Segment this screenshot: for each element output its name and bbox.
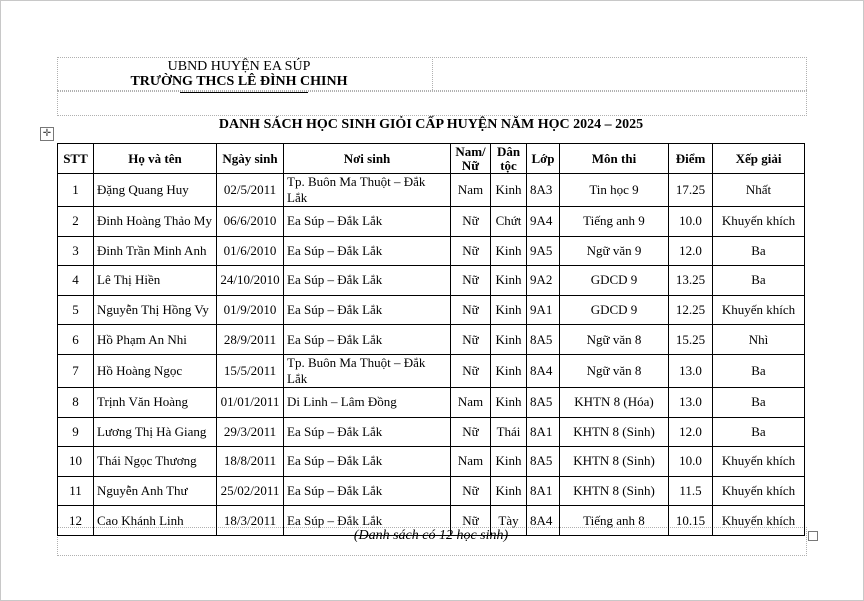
cell-subject: GDCD 9 xyxy=(560,295,669,325)
spacer-row-border xyxy=(57,90,807,116)
cell-score: 10.15 xyxy=(669,506,713,536)
col-header-name: Họ và tên xyxy=(94,144,217,174)
cell-ethnicity: Kinh xyxy=(491,295,527,325)
cell-subject: Ngữ văn 8 xyxy=(560,354,669,387)
cell-subject: Tiếng anh 9 xyxy=(560,207,669,237)
cell-rank: Khuyến khích xyxy=(713,295,805,325)
cell-rank: Ba xyxy=(713,387,805,417)
cell-score: 10.0 xyxy=(669,207,713,237)
cell-birthplace: Tp. Buôn Ma Thuột – Đắk Lắk xyxy=(284,354,451,387)
student-table xyxy=(57,143,805,536)
footer-note: (Danh sách có 12 học sinh) xyxy=(353,528,509,543)
cell-dob: 29/3/2011 xyxy=(217,417,284,447)
cell-dob: 15/5/2011 xyxy=(217,354,284,387)
cell-rank: Ba xyxy=(713,236,805,266)
org-name: UBND HUYỆN EA SÚP xyxy=(167,59,311,74)
cell-birthplace: Ea Súp – Đắk Lắk xyxy=(284,325,451,355)
cell-dob: 24/10/2010 xyxy=(217,266,284,296)
cell-ethnicity: Kinh xyxy=(491,266,527,296)
cell-gender: Nam xyxy=(451,387,491,417)
cell-stt: 12 xyxy=(58,506,94,536)
cell-rank: Nhì xyxy=(713,325,805,355)
cell-subject: KHTN 8 (Hóa) xyxy=(560,387,669,417)
cell-stt: 3 xyxy=(58,236,94,266)
table-row xyxy=(58,354,805,387)
cell-subject: Ngữ văn 8 xyxy=(560,325,669,355)
cell-class: 9A5 xyxy=(527,236,560,266)
cell-class: 8A4 xyxy=(527,354,560,387)
cell-ethnicity: Thái xyxy=(491,417,527,447)
cell-birthplace: Ea Súp – Đắk Lắk xyxy=(284,417,451,447)
cell-rank: Ba xyxy=(713,266,805,296)
cell-name: Hồ Phạm An Nhi xyxy=(94,325,217,355)
cell-dob: 01/01/2011 xyxy=(217,387,284,417)
cell-gender: Nữ xyxy=(451,506,491,536)
cell-rank: Nhất xyxy=(713,174,805,207)
cell-stt: 6 xyxy=(58,325,94,355)
cell-dob: 01/9/2010 xyxy=(217,295,284,325)
cell-name: Cao Khánh Linh xyxy=(94,506,217,536)
cell-rank: Ba xyxy=(713,354,805,387)
cell-class: 8A5 xyxy=(527,325,560,355)
table-row xyxy=(58,417,805,447)
col-header-stt: STT xyxy=(58,144,94,174)
col-header-rank: Xếp giải xyxy=(713,144,805,174)
cell-name: Lương Thị Hà Giang xyxy=(94,417,217,447)
cell-name: Đinh Trần Minh Anh xyxy=(94,236,217,266)
cell-class: 9A4 xyxy=(527,207,560,237)
header-divider xyxy=(432,57,433,90)
cell-name: Nguyễn Thị Hồng Vy xyxy=(94,295,217,325)
cell-birthplace: Tp. Buôn Ma Thuột – Đắk Lắk xyxy=(284,174,451,207)
cell-ethnicity: Kinh xyxy=(491,387,527,417)
col-header-birthplace: Nơi sinh xyxy=(284,144,451,174)
table-body xyxy=(58,174,805,536)
cell-class: 8A1 xyxy=(527,417,560,447)
cell-stt: 2 xyxy=(58,207,94,237)
table-row xyxy=(58,447,805,477)
cell-ethnicity: Kinh xyxy=(491,447,527,477)
col-header-ethnicity: Dân tộc xyxy=(491,144,527,174)
table-row xyxy=(58,295,805,325)
cell-gender: Nữ xyxy=(451,476,491,506)
cell-score: 12.0 xyxy=(669,236,713,266)
cell-birthplace: Ea Súp – Đắk Lắk xyxy=(284,207,451,237)
cell-stt: 8 xyxy=(58,387,94,417)
cell-birthplace: Ea Súp – Đắk Lắk xyxy=(284,506,451,536)
cell-ethnicity: Kinh xyxy=(491,325,527,355)
cell-ethnicity: Kinh xyxy=(491,174,527,207)
cell-rank: Ba xyxy=(713,417,805,447)
table-row xyxy=(58,207,805,237)
cell-ethnicity: Kinh xyxy=(491,354,527,387)
cell-score: 12.0 xyxy=(669,417,713,447)
col-header-score: Điểm xyxy=(669,144,713,174)
cell-name: Trịnh Văn Hoàng xyxy=(94,387,217,417)
cell-class: 9A2 xyxy=(527,266,560,296)
cell-class: 8A1 xyxy=(527,476,560,506)
cell-stt: 11 xyxy=(58,476,94,506)
cell-birthplace: Ea Súp – Đắk Lắk xyxy=(284,236,451,266)
cell-subject: Tiếng anh 8 xyxy=(560,506,669,536)
cell-birthplace: Di Linh – Lâm Đồng xyxy=(284,387,451,417)
table-row xyxy=(58,236,805,266)
cell-gender: Nam xyxy=(451,447,491,477)
cell-dob: 01/6/2010 xyxy=(217,236,284,266)
cell-class: 8A5 xyxy=(527,447,560,477)
cell-rank: Khuyến khích xyxy=(713,447,805,477)
move-arrows-icon[interactable]: ✛ xyxy=(40,127,54,141)
cell-ethnicity: Kinh xyxy=(491,476,527,506)
col-header-class: Lớp xyxy=(527,144,560,174)
cell-name: Lê Thị Hiền xyxy=(94,266,217,296)
table-row xyxy=(58,325,805,355)
resize-handle-icon[interactable] xyxy=(808,531,818,541)
cell-subject: KHTN 8 (Sinh) xyxy=(560,417,669,447)
cell-subject: Tin học 9 xyxy=(560,174,669,207)
cell-gender: Nữ xyxy=(451,325,491,355)
cell-class: 9A1 xyxy=(527,295,560,325)
cell-ethnicity: Chứt xyxy=(491,207,527,237)
cell-score: 13.0 xyxy=(669,354,713,387)
cell-dob: 18/3/2011 xyxy=(217,506,284,536)
cell-gender: Nữ xyxy=(451,207,491,237)
cell-gender: Nữ xyxy=(451,266,491,296)
col-header-gender: Nam/ Nữ xyxy=(451,144,491,174)
cell-stt: 9 xyxy=(58,417,94,447)
cell-name: Nguyễn Anh Thư xyxy=(94,476,217,506)
cell-score: 13.25 xyxy=(669,266,713,296)
cell-score: 11.5 xyxy=(669,476,713,506)
cell-score: 13.0 xyxy=(669,387,713,417)
cell-birthplace: Ea Súp – Đắk Lắk xyxy=(284,447,451,477)
cell-gender: Nữ xyxy=(451,417,491,447)
cell-subject: GDCD 9 xyxy=(560,266,669,296)
cell-gender: Nữ xyxy=(451,236,491,266)
cell-stt: 1 xyxy=(58,174,94,207)
cell-gender: Nam xyxy=(451,174,491,207)
cell-score: 17.25 xyxy=(669,174,713,207)
table-row xyxy=(58,387,805,417)
table-row xyxy=(58,174,805,207)
cell-stt: 10 xyxy=(58,447,94,477)
cell-dob: 18/8/2011 xyxy=(217,447,284,477)
cell-birthplace: Ea Súp – Đắk Lắk xyxy=(284,266,451,296)
cell-dob: 25/02/2011 xyxy=(217,476,284,506)
cell-dob: 28/9/2011 xyxy=(217,325,284,355)
cell-rank: Khuyến khích xyxy=(713,506,805,536)
page-title: DANH SÁCH HỌC SINH GIỎI CẤP HUYỆN NĂM HỌC 2024 – 2025 xyxy=(218,117,644,132)
cell-name: Đặng Quang Huy xyxy=(94,174,217,207)
cell-stt: 7 xyxy=(58,354,94,387)
school-header xyxy=(58,58,432,90)
cell-ethnicity: Tày xyxy=(491,506,527,536)
cell-birthplace: Ea Súp – Đắk Lắk xyxy=(284,295,451,325)
school-name: TRƯỜNG THCS LÊ ĐÌNH CHINH xyxy=(130,74,348,89)
cell-name: Hồ Hoàng Ngọc xyxy=(94,354,217,387)
cell-rank: Khuyến khích xyxy=(713,207,805,237)
cell-stt: 4 xyxy=(58,266,94,296)
cell-gender: Nữ xyxy=(451,295,491,325)
cell-score: 10.0 xyxy=(669,447,713,477)
cell-score: 15.25 xyxy=(669,325,713,355)
cell-subject: KHTN 8 (Sinh) xyxy=(560,447,669,477)
table-header-row xyxy=(58,144,805,174)
cell-subject: KHTN 8 (Sinh) xyxy=(560,476,669,506)
cell-class: 8A3 xyxy=(527,174,560,207)
table-row xyxy=(58,266,805,296)
cell-name: Đinh Hoàng Thảo My xyxy=(94,207,217,237)
cell-gender: Nữ xyxy=(451,354,491,387)
cell-name: Thái Ngọc Thương xyxy=(94,447,217,477)
cell-dob: 06/6/2010 xyxy=(217,207,284,237)
cell-birthplace: Ea Súp – Đắk Lắk xyxy=(284,476,451,506)
cell-score: 12.25 xyxy=(669,295,713,325)
cell-subject: Ngữ văn 9 xyxy=(560,236,669,266)
col-header-subject: Môn thi xyxy=(560,144,669,174)
col-header-dob: Ngày sinh xyxy=(217,144,284,174)
cell-class: 8A4 xyxy=(527,506,560,536)
cell-ethnicity: Kinh xyxy=(491,236,527,266)
cell-class: 8A5 xyxy=(527,387,560,417)
cell-rank: Khuyến khích xyxy=(713,476,805,506)
header-underline xyxy=(180,92,308,93)
cell-dob: 02/5/2011 xyxy=(217,174,284,207)
cell-stt: 5 xyxy=(58,295,94,325)
table-row xyxy=(58,476,805,506)
